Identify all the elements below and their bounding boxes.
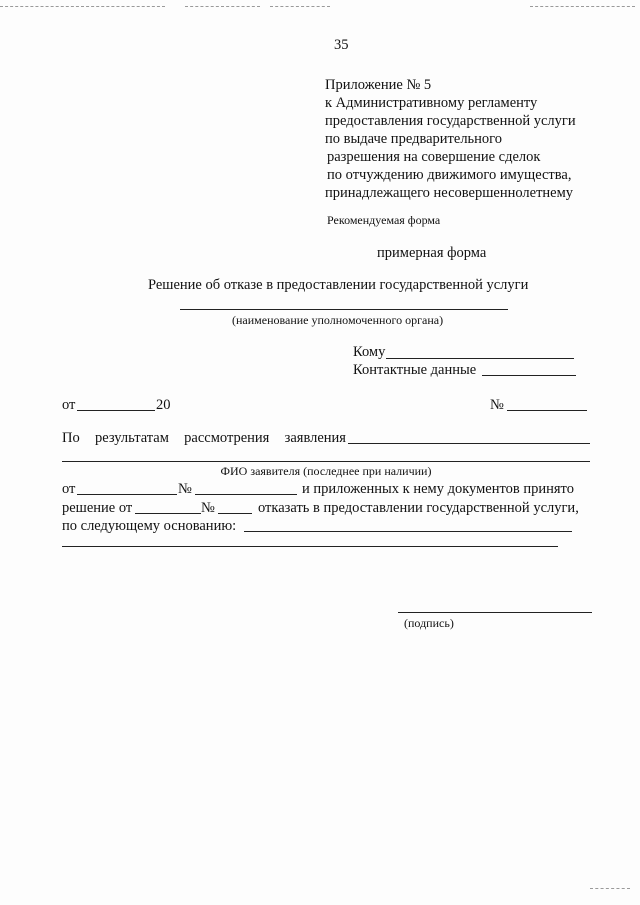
applicant-name-line [62, 461, 590, 462]
scan-artifact-line [270, 6, 330, 7]
appendix-line: принадлежащего несовершеннолетнему [325, 185, 574, 201]
recipient-to-label: Кому [353, 344, 386, 360]
line4-text: отказать в предоставлении государственной услуги, [258, 500, 579, 516]
line4-number-label: № [201, 500, 215, 516]
fio-caption: ФИО заявителя (последнее при наличии) [220, 464, 432, 478]
line4-date-line [135, 513, 201, 514]
recipient-to-line [386, 358, 574, 359]
scan-artifact-line [185, 6, 260, 7]
line4-decision-label: решение от [62, 500, 133, 516]
line4-number-line [218, 513, 252, 514]
document-number-line [507, 410, 587, 411]
scan-artifact-line [590, 888, 630, 889]
sample-form-label: примерная форма [377, 245, 487, 261]
line3-number-line [195, 494, 297, 495]
appendix-line: Приложение № 5 [325, 77, 432, 93]
word: результатам [95, 430, 169, 446]
appendix-line: разрешения на совершение сделок [327, 149, 541, 165]
document-number-label: № [490, 397, 504, 413]
recipient-contacts-label: Контактные данные [353, 362, 477, 378]
date-year-prefix: 20 [156, 397, 171, 413]
scan-artifact-line [0, 6, 165, 7]
word: рассмотрения [184, 430, 270, 446]
appendix-line: к Административному регламенту [325, 95, 538, 111]
signature-line [398, 612, 592, 613]
document-title: Решение об отказе в предоставлении государственной услуги [148, 277, 529, 293]
date-from-label: от [62, 397, 76, 413]
line5-grounds-label: по следующему основанию: [62, 518, 237, 534]
scan-artifact-line [530, 6, 635, 7]
line3-number-label: № [178, 481, 192, 497]
word: заявления [284, 430, 346, 446]
line3-date-line [77, 494, 177, 495]
appendix-line: по отчуждению движимого имущества, [327, 167, 572, 183]
line3-from-label: от [62, 481, 76, 497]
appendix-header [325, 76, 576, 202]
authority-name-line [180, 309, 508, 310]
grounds-line-1 [244, 531, 572, 532]
recipient-contacts-line [482, 375, 576, 376]
paragraph-line-1 [62, 429, 346, 447]
page-number: 35 [334, 37, 349, 53]
appendix-line: предоставления государственной услуги [325, 113, 576, 129]
application-line [348, 443, 590, 444]
appendix-line: по выдаче предварительного [325, 131, 503, 147]
word: По [62, 430, 80, 446]
recommended-form-label: Рекомендуемая форма [327, 213, 441, 227]
date-line [77, 410, 155, 411]
line3-text: и приложенных к нему документов принято [302, 481, 574, 497]
authority-caption: (наименование уполномоченного органа) [232, 313, 444, 327]
signature-caption: (подпись) [404, 616, 454, 630]
grounds-line-2 [62, 546, 558, 547]
